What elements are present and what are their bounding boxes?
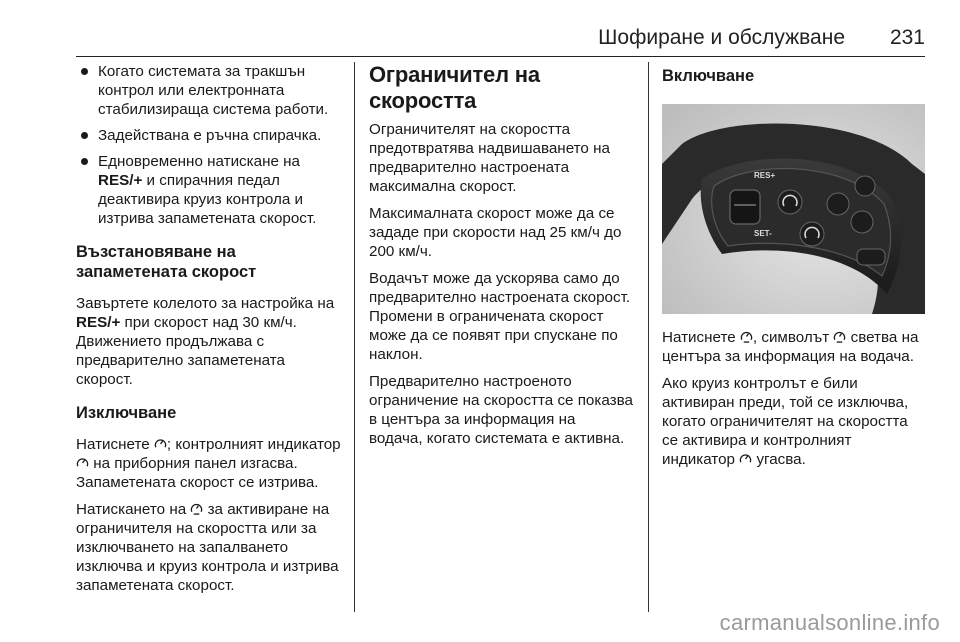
- column-divider: [354, 62, 355, 612]
- bullet-list: [76, 62, 346, 228]
- section-heading-activation: Включване: [662, 67, 755, 85]
- set-photo-label: SET-: [754, 229, 772, 238]
- header-title: Шофиране и обслужване: [598, 26, 845, 49]
- activation-text-1: Натиснете , символът светва на центъра за информация на водача.: [662, 329, 919, 365]
- paragraph: Предварително настроеното ограничение на скоростта се показва в центъра за информация на водача, когато системата е активна.: [369, 373, 633, 447]
- column-divider: [648, 62, 649, 612]
- column-right: [662, 62, 927, 477]
- off-text-1: Натиснете ; контролният индикатор на приборния панел изгасва. Запаметената скорост се изтрива.: [76, 436, 341, 491]
- activation-text-2: Ако круиз контролът е били активиран преди, той се изключва, когато ограничителят на скоростта се активира и контролният индикатор угасва.: [662, 375, 909, 468]
- cruise-control-icon: [739, 452, 752, 465]
- speed-limiter-icon: [190, 502, 203, 515]
- speed-limiter-icon: [740, 330, 753, 343]
- list-item: Когато системата за тракшън контрол или електронната стабилизираща система работи.: [76, 62, 346, 119]
- column-middle: [369, 62, 633, 456]
- page-number: 231: [889, 26, 925, 49]
- off-text-2: Натискането на за активиране на ограничителя на скоростта или за изключването на запалването изключва и круиз контрола и изтрива запаметената скорост.: [76, 501, 339, 594]
- list-item: Едновременно натискане на RES/+ и спирачния педал деактивира круиз контрола и изтрива запаметената скорост.: [76, 152, 346, 228]
- paragraph: Ограничителят на скоростта предотвратява надвишаването на предварително настроената максимална скорост.: [369, 121, 610, 195]
- list-item: Задействана е ръчна спирачка.: [76, 126, 346, 145]
- paragraph: Максималната скорост може да се зададе при скорости над 25 км/ч до 200 км/ч.: [369, 205, 622, 260]
- section-heading-resume: Възстановяване на запаметената скорост: [76, 243, 257, 281]
- cruise-control-icon: [154, 437, 167, 450]
- cruise-control-icon: [76, 456, 89, 469]
- column-left: [76, 62, 346, 603]
- resume-text: Завъртете колелото за настройка на RES/+ при скорост над 30 км/ч. Движението продължава с предварително запаметената скорост.: [76, 295, 335, 388]
- speed-limiter-icon: [833, 330, 846, 343]
- steering-wheel-photo: [662, 104, 925, 314]
- res-label: RES/+: [98, 172, 143, 189]
- res-photo-label: RES+: [754, 171, 776, 180]
- section-heading-off: Изключване: [76, 404, 177, 422]
- paragraph: Водачът може да ускорява само до предварително настроената скорост. Промени в ограничената скорост може да се появят при спускане по наклон.: [369, 270, 631, 363]
- watermark: carmanualsonline.info: [719, 610, 940, 635]
- steering-wheel-illustration: [662, 104, 925, 314]
- section-title-speed-limiter: Ограничител на скоростта: [369, 62, 540, 113]
- page-header: [76, 0, 925, 57]
